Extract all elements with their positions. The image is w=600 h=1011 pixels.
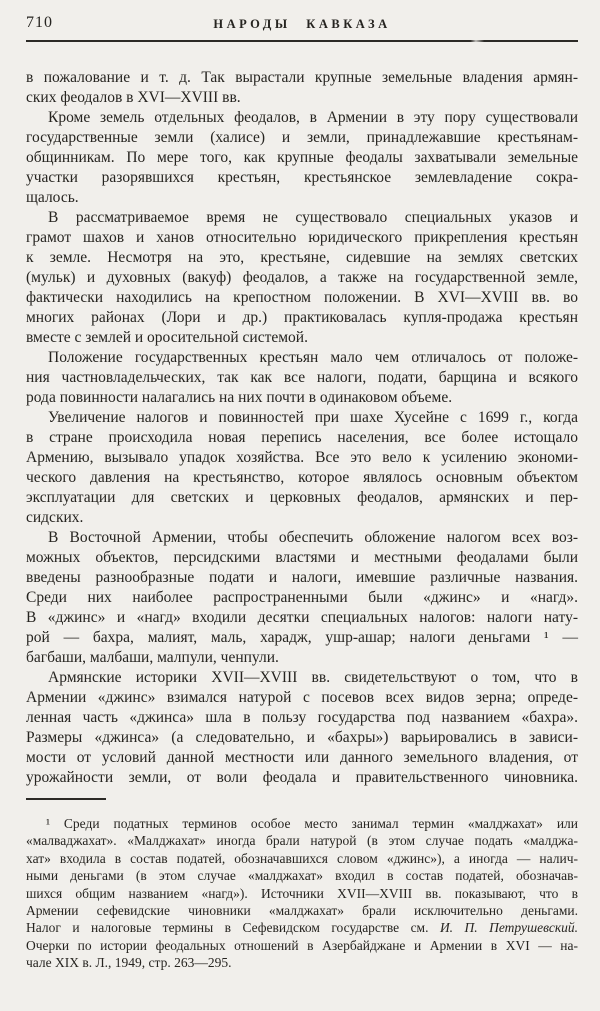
paragraph bbox=[26, 528, 578, 668]
body-line: Положение государственных крестьян мало чем отличалось от положе- bbox=[48, 349, 578, 366]
footnote-line: ными деньгами (в этом случае «малджахат» входил в состав податей, обозначав- bbox=[26, 868, 578, 884]
page-header bbox=[26, 14, 578, 34]
body-line: общинникам. По мере того, как крупные феодалы захватывали земельные bbox=[26, 149, 578, 166]
body-line: ленная часть «джинса» шла в пользу государства под названием «бахра». bbox=[26, 709, 578, 726]
body-line: государственные земли (халисе) и земли, принадлежавшие крестьянам- bbox=[26, 129, 578, 146]
paragraph bbox=[26, 108, 578, 208]
body-line: Армянские историки XVII—XVIII вв. свидетельствуют о том, что в bbox=[48, 669, 578, 686]
footnote bbox=[26, 815, 578, 972]
footnote-line: Армении сефевидские чиновники «малджахат» брали исключительно деньгами. bbox=[26, 903, 578, 919]
paragraph bbox=[26, 668, 578, 788]
body-line: грамот шахов и ханов относительно юридического прикрепления крестьян bbox=[26, 229, 578, 246]
body-line: к земле. Несмотря на это, крестьяне, сидевшие на землях светских bbox=[26, 249, 578, 266]
body-line: ния частновладельческих, так как все налоги, подати, барщина и всякого bbox=[26, 369, 578, 386]
body-line: вместе с землей и оросительной системой. bbox=[26, 329, 308, 346]
body-line: фактически находились на крепостном положении. В XVI—XVIII вв. во bbox=[26, 289, 578, 306]
footnote-line: Очерки по истории феодальных отношений в Азербайджане и Армении в XVI — на- bbox=[26, 937, 578, 953]
body-line: В «джинс» и «нагд» входили десятки специальных налогов: налоги нату- bbox=[26, 609, 578, 626]
body-line: В Восточной Армении, чтобы обеспечить обложение налогом всех воз- bbox=[48, 529, 578, 546]
body-line: щалось. bbox=[26, 189, 79, 206]
book-page bbox=[0, 14, 600, 1011]
paragraph bbox=[26, 348, 578, 408]
footnote-line: ¹ Среди податных терминов особое место занимал термин «малджахат» или bbox=[46, 816, 578, 831]
body-line: багбаши, малбаши, малпули, ченпули. bbox=[26, 649, 279, 666]
paragraph bbox=[26, 68, 578, 108]
body-line: Армении «джинс» взимался натурой с посевов всех видов зерна; опреде- bbox=[26, 689, 578, 706]
body-line: в стране происходила новая перепись населения, все более истощало bbox=[26, 429, 578, 446]
body-line: Увеличение налогов и повинностей при шахе Хусейне с 1699 г., когда bbox=[48, 409, 578, 426]
footnote-line: хат» входила в состав податей, обозначавшихся словом «джинс»), а иногда — налич- bbox=[26, 850, 578, 866]
body-line: эксплуатации для светских и церковных феодалов, армянских и пер- bbox=[26, 489, 578, 506]
body-line: Размеры «джинса» (а следовательно, и «бахры») варьировались в зависи- bbox=[26, 729, 578, 746]
body-line: мости от условий данной местности или данного земельного владения, от bbox=[26, 749, 578, 766]
body-line: Армению, вызывало упадок хозяйства. Все это вело к усилению экономи- bbox=[26, 449, 578, 466]
header-rule bbox=[26, 40, 578, 42]
page-number: 710 bbox=[26, 14, 53, 31]
body-line: рода повинности налагались на них почти в одинаковом объеме. bbox=[26, 389, 453, 406]
footnote-line: шихся общим названием «нагд»). Источники XVII—XVIII вв. показывают, что в bbox=[26, 885, 578, 901]
body-line: участки разорявшихся крестьян, крестьянское землевладение сокра- bbox=[26, 169, 578, 186]
body-line: Среди них наиболее распространенными были «джинс» и «нагд». bbox=[26, 589, 578, 606]
footnote-reference-text: Налог и налоговые термины в Сефевидском государстве см. bbox=[26, 920, 440, 936]
body-line: В рассматриваемое время не существовало специальных указов и bbox=[48, 209, 578, 226]
body-line: рой — бахра, малият, маль, харадж, ушр-ашар; налоги деньгами ¹ — bbox=[26, 629, 578, 646]
body-line: введены разнообразные подати и налоги, имевшие различные названия. bbox=[26, 569, 578, 586]
footnote-reference-author: И. П. Петрушевский. bbox=[439, 920, 579, 936]
body-line: (мульк) и духовных (вакуф) феодалов, а также на государственной земле, bbox=[26, 269, 578, 286]
body-line: Кроме земель отдельных феодалов, в Армении в эту пору существовали bbox=[48, 109, 578, 126]
footnote-line: «малваджахат». «Малджахат» иногда брали натурой (в этом случае подать «малджа- bbox=[26, 833, 578, 849]
body-line: ских феодалов в XVI—XVIII вв. bbox=[26, 89, 241, 106]
footnote-reference-line bbox=[26, 919, 578, 936]
body-line: в пожалование и т. д. Так вырастали крупные земельные владения армян- bbox=[26, 69, 578, 86]
page-body bbox=[26, 68, 578, 788]
paragraph bbox=[26, 208, 578, 348]
body-line: можных объектов, персидскими властями и местными феодалами были bbox=[26, 549, 578, 566]
body-line: сидских. bbox=[26, 509, 84, 526]
paragraph bbox=[26, 408, 578, 528]
running-title: НАРОДЫ КАВКАЗА bbox=[213, 17, 391, 31]
footnote-line: чале XIX в. Л., 1949, стр. 263—295. bbox=[26, 955, 232, 971]
body-line: ческого давления на крестьянство, которое являлось основным объектом bbox=[26, 469, 578, 486]
body-line: многих районах (Лори и др.) практиковалась купля-продажа крестьян bbox=[26, 309, 578, 326]
body-line: урожайности земли, от воли феодала и правительственного чиновника. bbox=[26, 769, 578, 786]
footnote-rule bbox=[26, 798, 106, 800]
